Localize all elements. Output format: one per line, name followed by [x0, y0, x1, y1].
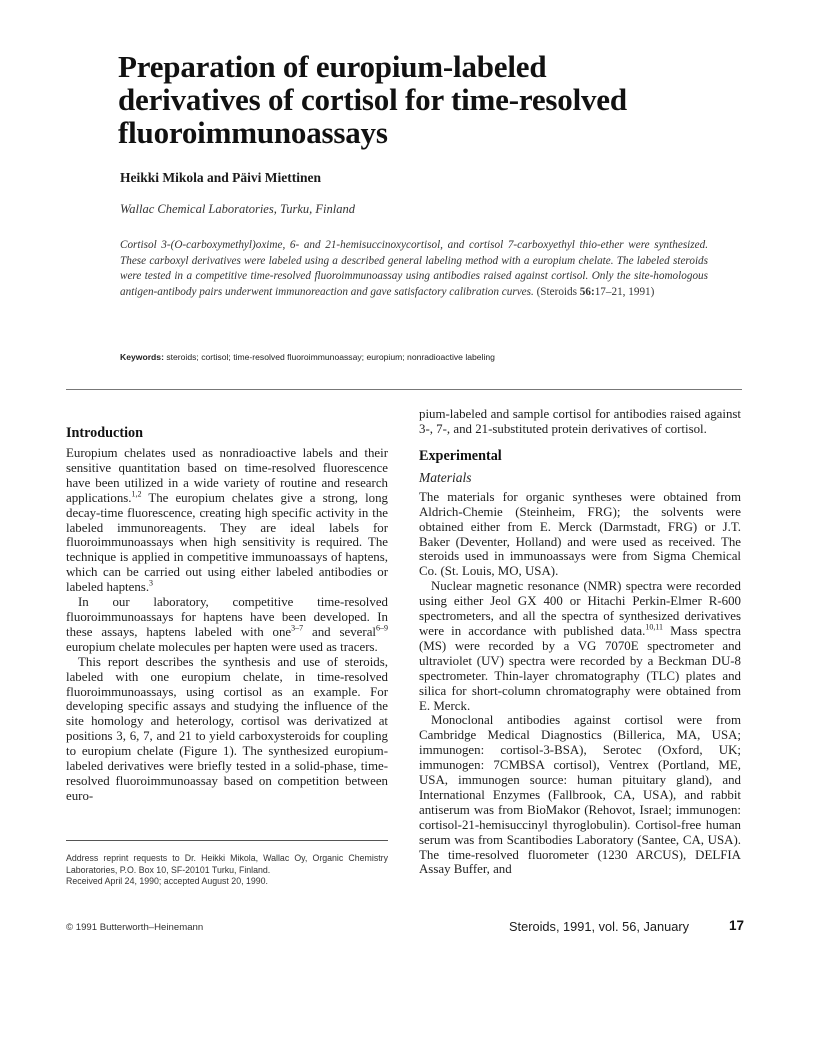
received-dates: Received April 24, 1990; accepted August 20, 1990. [66, 876, 268, 886]
keywords-list: steroids; cortisol; time-resolved fluoroimmunoassay; europium; nonradioactive labeling [166, 352, 495, 362]
article-title [118, 50, 718, 149]
paragraph: This report describes the synthesis and use of steroids, labeled with one europium chelate, in time-resolved fluoroimmunoassays, using cortisol as an example. For developing specific assays and studying the influence of the site homology and heterology, cortisol was derivatized at positions 3, 6, 7, and 21 to yield carboxysteroids for coupling to europium chelate (Figure 1). The synthesized europium-labeled derivatives were briefly tested in a solid-phase, time-resolved fluoroimmunoassay based on competition between euro- [66, 654, 388, 803]
page-number: 17 [729, 918, 745, 933]
running-head: Steroids, 1991, vol. 56, January [509, 919, 689, 934]
reference-marker: 10,11 [645, 622, 664, 632]
title-line: fluoroimmunoassays [118, 115, 388, 150]
copyright-notice: © 1991 Butterworth–Heinemann [66, 922, 204, 933]
right-column [419, 407, 741, 877]
abstract-text: Cortisol 3-(O-carboxymethyl)oxime, 6- and 21-hemisuccinoxycortisol, and cortisol 7-carboxyethyl thio-ether were synthesized. These carboxyl derivatives were labeled using a described general labeling method with a europium chelate. The labeled steroids were tested in a competitive time-resolved fluoroimmunoassay using antibodies raised against cortisol. Only the site-homologous antigen-antibody pairs underwent immunoreaction and gave satisfactory calibration curves. [120, 239, 708, 298]
materials-subheading: Materials [419, 469, 472, 485]
citation-volume: 56: [579, 285, 595, 298]
keywords [120, 352, 720, 362]
paragraph: Europium chelates used as nonradioactive labels and their sensitive quantitation based on time-resolved fluorescence have been utilized in a wide variety of routine and research applications.$^{1,2}$ The europium chelates give a strong, long decay-time fluorescence, creating high specific activity in the labeled immunoreagents. They are ideal labels for fluoroimmunoassays when high sensitivity is required. The technique is applied in competitive immunoassays of haptens, which can be carried out using either labeled antibodies or labeled haptens.$^3$ [66, 446, 388, 595]
reference-marker: 3–7 [291, 623, 304, 633]
keywords-label: Keywords: [120, 352, 164, 362]
left-column [66, 424, 388, 804]
title-line: derivatives of cortisol for time-resolved [118, 82, 627, 117]
reference-marker: 6–9 [376, 623, 388, 633]
paragraph: The materials for organic syntheses were obtained from Aldrich-Chemie (Steinheim, FRG); the solvents were obtained either from E. Merck (Darmstadt, FRG) or J.T. Baker (Deventer, Holland) and were used as received. The steroids used in immunoassays were from Sigma Chemical Co. (St. Louis, MO, USA). [419, 489, 741, 579]
citation-pages: 17–21, 1991) [594, 285, 655, 298]
abstract [120, 238, 708, 300]
experimental-heading: Experimental [419, 447, 502, 464]
introduction-heading: Introduction [66, 425, 143, 441]
section-divider [66, 389, 742, 390]
citation-journal: (Steroids [536, 285, 580, 298]
paragraph: In our laboratory, competitive time-resolved fluoroimmunoassays for haptens have been developed. In these assays, haptens labeled with one$^{3-7}$ and several$^{6-9}$ europium chelate molecules per hapten were used as tracers. [66, 595, 388, 654]
title-line: Preparation of europium-labeled [118, 49, 547, 84]
paragraph: Monoclonal antibodies against cortisol were from Cambridge Medical Diagnostics (Billerica, MA, USA; immunogen: cortisol-3-BSA), Serotec (Oxford, UK; immunogen: 7CMBSA cortisol), Ventrex (Portland, ME, USA, immunogen source: human pituitary gland), and International Enzymes (Fallbrook, CA, USA), and rabbit antiserum was from BioMakor (Rehovot, Israel; immunogen: cortisol-21-hemisuccinyl thyroglobulin). Cortisol-free human serum was from Scantibodies Laboratory (Santee, CA, USA). The time-resolved fluorometer (1230 ARCUS), DELFIA Assay Buffer, and [419, 713, 741, 877]
reference-marker: 3 [149, 578, 154, 588]
paragraph: Nuclear magnetic resonance (NMR) spectra were recorded using either Jeol GX 400 or Hitachi Perkin-Elmer R-600 spectrometers, and all the spectra of synthesized derivatives were in accordance with published data.$^{10,11}$ Mass spectra (MS) were recorded by a VG 7070E spectrometer and ultraviolet (UV) spectra were recorded by a Beckman DU-8 spectrometer. Thin-layer chromatography (TLC) plates and silica for short-column chromatography were obtained from E. Merck. [419, 579, 741, 713]
author-list: Heikki Mikola and Päivi Miettinen [120, 170, 322, 185]
footnote-divider [66, 840, 388, 841]
affiliation: Wallac Chemical Laboratories, Turku, Finland [120, 202, 355, 216]
paragraph: pium-labeled and sample cortisol for antibodies raised against 3-, 7-, and 21-substituted protein derivatives of cortisol. [419, 407, 741, 436]
reprint-address: Address reprint requests to Dr. Heikki Mikola, Wallac Oy, Organic Chemistry Laboratories, P.O. Box 10, SF-20101 Turku, Finland. [66, 853, 388, 875]
citation [537, 286, 655, 298]
reference-marker: 1,2 [131, 489, 142, 499]
footnote [66, 853, 388, 888]
